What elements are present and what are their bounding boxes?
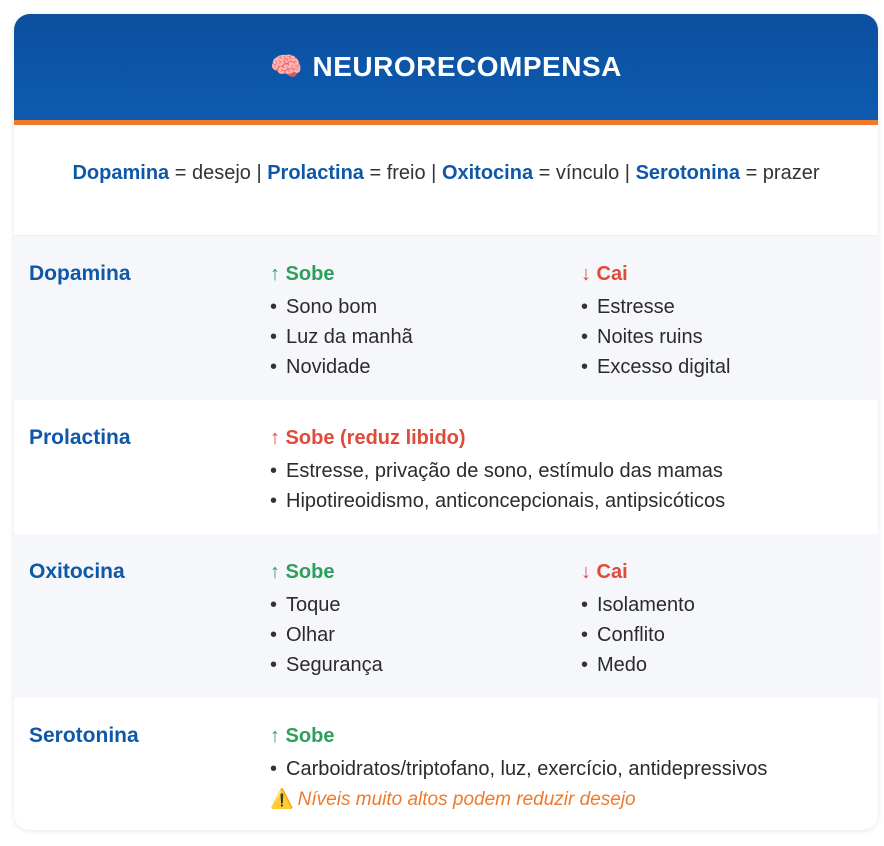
warning-text: Níveis muito altos podem reduzir desejo xyxy=(297,789,636,810)
up-label: ↑ Sobe xyxy=(270,263,335,285)
list-item: • Hipotireoidismo, anticoncepcionais, antipsicóticos xyxy=(270,490,726,512)
list-item: • Excesso digital xyxy=(581,356,731,378)
down-list xyxy=(581,292,730,382)
list-item: • Noites ruins xyxy=(581,326,703,348)
up-label: ↑ Sobe xyxy=(270,561,335,583)
list-item: • Toque xyxy=(270,594,341,616)
up-column xyxy=(270,262,413,382)
list-item: • Segurança xyxy=(270,654,383,676)
warning-icon: ⚠️ xyxy=(270,788,294,810)
summary-term-oxitocina: Oxitocina xyxy=(441,162,534,184)
list-item: • Carboidratos/triptofano, luz, exercício, antidepressivos xyxy=(270,758,768,780)
neuroreward-card xyxy=(14,14,878,830)
row-oxitocina xyxy=(14,534,878,698)
card-title: NEURORECOMPENSA xyxy=(312,51,622,82)
row-name: Oxitocina xyxy=(29,560,125,583)
row-name: Dopamina xyxy=(29,262,131,285)
row-dopamina xyxy=(14,236,878,400)
list-item: • Novidade xyxy=(270,356,371,378)
row-serotonina xyxy=(14,698,878,830)
summary-line xyxy=(14,125,878,236)
up-column xyxy=(270,724,767,813)
down-column xyxy=(581,560,695,680)
list-item: • Isolamento xyxy=(581,594,695,616)
brain-icon: 🧠 xyxy=(270,52,303,82)
up-label: ↑ Sobe (reduz libido) xyxy=(270,427,466,449)
summary-meaning-oxitocina: = vínculo | xyxy=(533,162,636,184)
card-header xyxy=(14,14,878,125)
up-list xyxy=(270,292,413,382)
up-label: ↑ Sobe xyxy=(270,725,335,747)
list-item: • Sono bom xyxy=(270,296,378,318)
up-column xyxy=(270,560,383,680)
summary-meaning-serotonina: = prazer xyxy=(740,162,820,184)
row-name: Prolactina xyxy=(29,426,131,449)
row-name: Serotonina xyxy=(29,724,139,747)
down-list xyxy=(581,590,695,680)
list-item: • Medo xyxy=(581,654,648,676)
summary-term-dopamina: Dopamina xyxy=(72,162,170,184)
up-column xyxy=(270,426,725,516)
summary-term-serotonina: Serotonina xyxy=(635,162,741,184)
list-item: • Conflito xyxy=(581,624,665,646)
summary-meaning-prolactina: = freio | xyxy=(363,162,442,184)
up-list xyxy=(270,754,767,784)
row-prolactina xyxy=(14,400,878,534)
down-column xyxy=(581,262,730,382)
up-list xyxy=(270,590,383,680)
list-item: • Estresse, privação de sono, estímulo das mamas xyxy=(270,460,723,482)
list-item: • Estresse xyxy=(581,296,675,318)
down-label: ↓ Cai xyxy=(581,263,628,285)
down-label: ↓ Cai xyxy=(581,561,628,583)
list-item: • Luz da manhã xyxy=(270,326,413,348)
summary-meaning-dopamina: = desejo | xyxy=(169,162,268,184)
list-item: • Olhar xyxy=(270,624,335,646)
summary-term-prolactina: Prolactina xyxy=(267,162,364,184)
warning-note xyxy=(270,786,767,813)
up-list xyxy=(270,456,725,516)
